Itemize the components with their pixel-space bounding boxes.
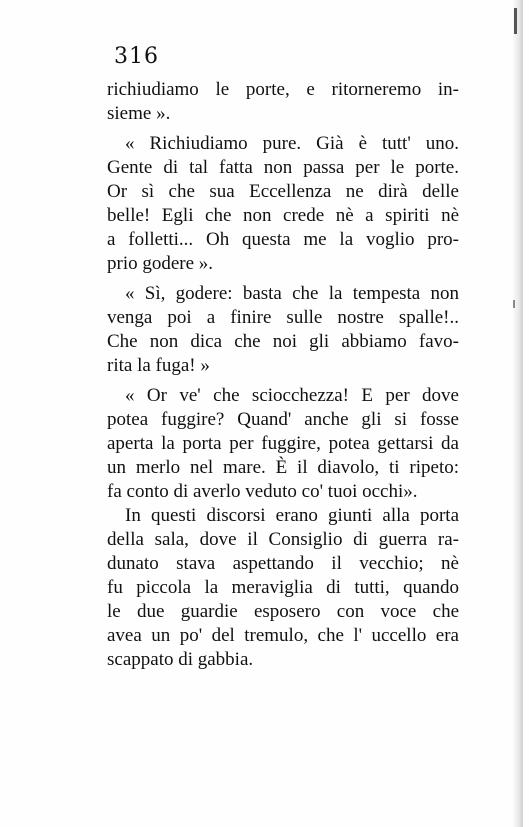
- text-line: avea un po' del tremulo, che l' uccello era: [107, 625, 459, 646]
- text-line: Or sì che sua Eccellenza ne dirà delle: [107, 181, 459, 202]
- text-line: fu piccola la meraviglia di tutti, quando: [107, 577, 459, 598]
- text-line: rita la fuga! »: [107, 355, 210, 376]
- text-line: fa conto di averlo veduto co' tuoi occhi».: [107, 481, 418, 502]
- page-edge: [513, 0, 523, 827]
- page-number: 316: [114, 44, 159, 69]
- text-line: In questi discorsi erano giunti alla porta: [125, 505, 459, 526]
- text-line: « Or ve' che sciocchezza! E per dove: [125, 385, 459, 406]
- text-line: aperta la porta per fuggire, potea gettarsi da: [107, 433, 459, 454]
- text-line: le due guardie esposero con voce che: [107, 601, 459, 622]
- text-line: a folletti... Oh questa me la voglio pro-: [107, 229, 459, 250]
- text-line: prio godere ».: [107, 253, 214, 274]
- body-text: [107, 78, 459, 672]
- text-line: della sala, dove il Consiglio di guerra ra-: [107, 529, 459, 550]
- text-line: Gente di tal fatta non passa per le porte.: [107, 157, 459, 178]
- page-edge-mark: [513, 300, 515, 308]
- text-line: « Richiudiamo pure. Già è tutt' uno.: [125, 133, 459, 154]
- text-line: scappato di gabbia.: [107, 649, 254, 670]
- text-line: potea fuggire? Quand' anche gli si fosse: [107, 409, 459, 430]
- text-line: belle! Egli che non crede nè a spiriti nè: [107, 205, 459, 226]
- text-line: richiudiamo le porte, e ritorneremo in-: [107, 79, 459, 100]
- text-line: un merlo nel mare. È il diavolo, ti ripeto:: [107, 457, 459, 478]
- text-line: « Sì, godere: basta che la tempesta non: [125, 283, 459, 304]
- text-line: Che non dica che noi gli abbiamo favo-: [107, 331, 459, 352]
- text-line: sieme ».: [107, 103, 171, 124]
- page-edge-mark: [514, 8, 517, 34]
- text-line: dunato stava aspettando il vecchio; nè: [107, 553, 459, 574]
- text-line: venga poi a finire sulle nostre spalle!..: [107, 307, 459, 328]
